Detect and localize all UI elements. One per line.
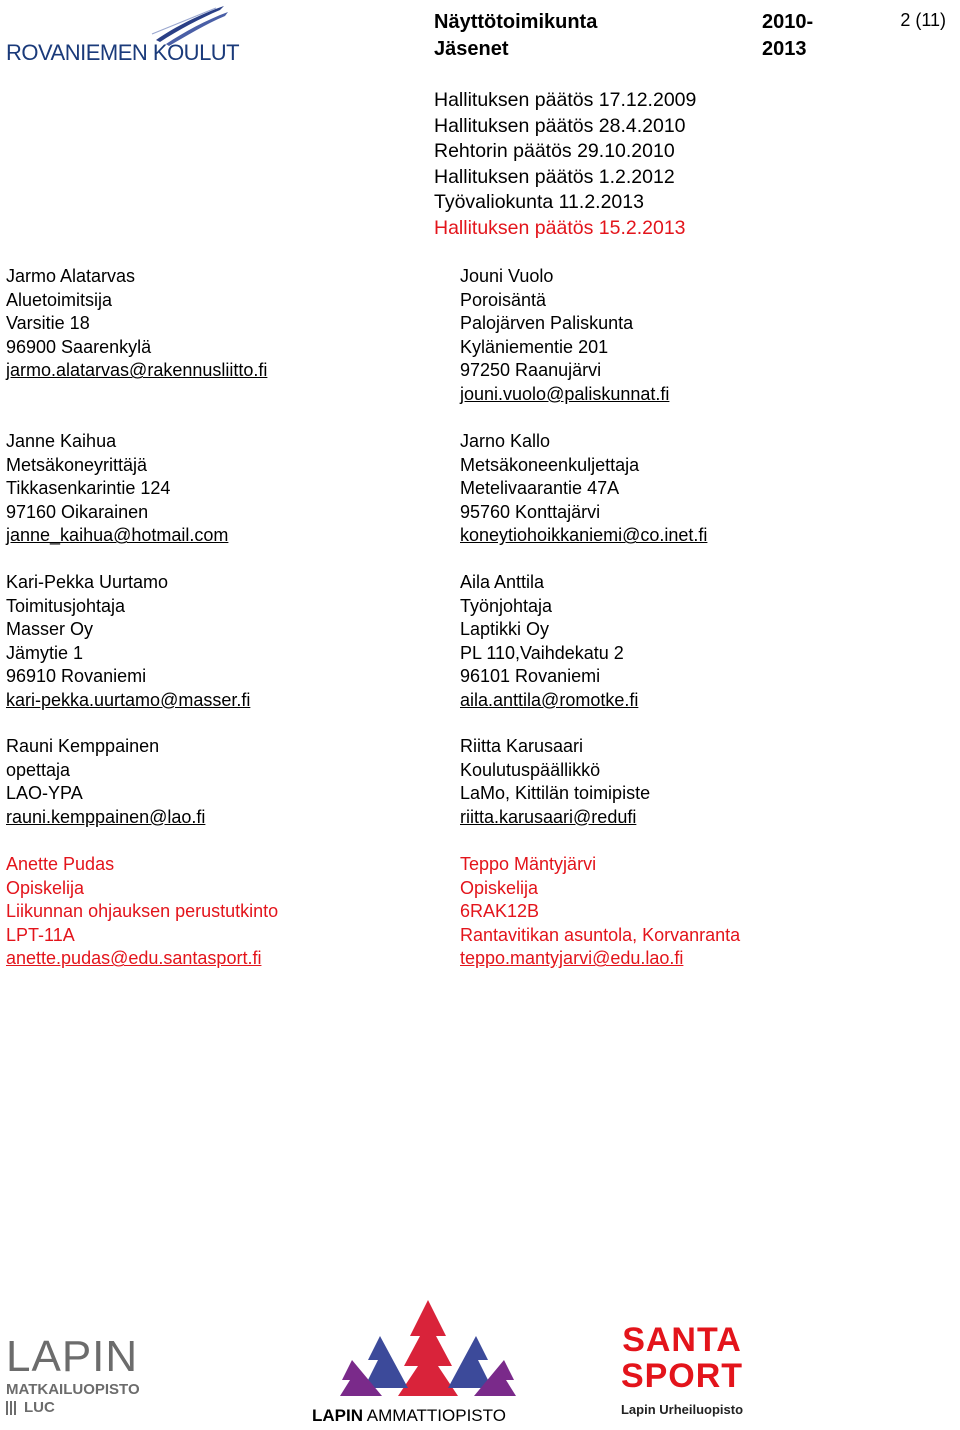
member-postal: 97160 Oikarainen [6,501,149,522]
member-title: Metsäkoneenkuljettaja [460,454,640,475]
member-email-link[interactable]: aila.anttila@romotke.fi [460,689,639,710]
logo-word1: LAPIN [312,1406,363,1425]
member-right-2 [460,430,707,548]
member-name: Teppo Mäntyjärvi [460,854,597,874]
member-email-link[interactable]: kari-pekka.uurtamo@masser.fi [6,689,251,710]
logo-line3: Lapin Urheiluopisto [620,1402,744,1417]
decision-list [434,88,696,241]
member-title: Toimitusjohtaja [6,595,126,616]
member-title: Koulutuspäällikkö [460,759,601,780]
member-title: Työnjohtaja [460,595,553,616]
member-postal: 96900 Saarenkylä [6,336,152,357]
member-name: Riitta Karusaari [460,736,584,756]
member-address: Tikkasenkarintie 124 [6,478,171,499]
flame-icon [312,1296,544,1406]
member-name: Kari-Pekka Uurtamo [6,572,169,592]
member-left-5 [6,853,278,971]
title-line2: Jäsenet [434,38,509,60]
member-email-link[interactable]: jouni.vuolo@paliskunnat.fi [460,383,670,404]
member-postal: 97250 Raanujärvi [460,360,602,381]
member-address: Varsitie 18 [6,313,90,334]
member-title: Aluetoimitsija [6,289,113,310]
member-program: Liikunnan ohjauksen perustutkinto [6,901,279,922]
member-left-3 [6,571,250,713]
member-left-2 [6,430,228,548]
member-address: Rantavitikan asuntola, Korvanranta [460,924,741,945]
decision-item: Rehtorin päätös 29.10.2010 [434,140,675,162]
decision-item: Hallituksen päätös 17.12.2009 [434,89,697,111]
member-company: Laptikki Oy [460,619,550,640]
member-group: LPT-11A [6,924,75,945]
logo-line2: MATKAILUOPISTO [6,1381,140,1398]
title-line1: Näyttötoimikunta [434,11,598,33]
document-title [434,9,597,63]
member-name: Jarno Kallo [460,431,551,451]
member-right-4 [460,735,650,829]
member-email-link[interactable]: rauni.kemppainen@lao.fi [6,806,206,827]
member-title: Metsäkoneyrittäjä [6,454,148,475]
decision-item-latest: Hallituksen päätös 15.2.2013 [434,216,686,239]
member-email-link[interactable]: jarmo.alatarvas@rakennusliitto.fi [6,360,268,381]
member-company: Masser Oy [6,619,94,640]
member-right-1 [460,265,669,407]
member-title: Opiskelija [6,877,85,898]
lapin-ammattiopisto-logo [312,1296,544,1426]
member-address: PL 110,Vaihdekatu 2 [460,642,624,663]
logo-word2: AMMATTIOPISTO [366,1406,506,1425]
member-title: opettaja [6,759,71,780]
page-number: 2 (11) [900,10,946,30]
logo-line1: LAPIN [6,1332,139,1381]
member-postal: 96101 Rovaniemi [460,666,601,687]
member-left-4 [6,735,205,829]
member-email-link[interactable]: riitta.karusaari@redufi [460,806,637,827]
rovaniemen-koulut-logo [6,4,246,65]
member-postal: 95760 Konttajärvi [460,501,601,522]
logo-bars [6,1401,18,1415]
document-years [762,9,813,63]
member-name: Jarmo Alatarvas [6,266,136,286]
member-address: Metelivaarantie 47A [460,478,620,499]
member-address: Jämytie 1 [6,642,84,663]
member-right-5 [460,853,740,971]
santa-sport-logo [612,1322,752,1424]
member-title: Poroisäntä [460,289,547,310]
member-postal: 96910 Rovaniemi [6,666,147,687]
member-name: Aila Anttila [460,572,545,592]
logo-text: ROVANIEMEN KOULUT [6,40,240,65]
member-right-3 [460,571,638,713]
member-left-1 [6,265,267,383]
member-name: Rauni Kemppainen [6,736,160,756]
member-name: Janne Kaihua [6,431,117,451]
decision-item: Hallituksen päätös 28.4.2010 [434,114,686,137]
decision-item: Hallituksen päätös 1.2.2012 [434,165,675,188]
member-organisation: LAO-YPA [6,783,83,804]
member-email-link[interactable]: teppo.mantyjarvi@edu.lao.fi [460,948,684,969]
logo-line3: LUC [24,1399,55,1416]
member-address: Kyläniementie 201 [460,336,609,357]
member-name: Jouni Vuolo [460,266,554,286]
years-line2: 2013 [762,38,807,60]
years-line1: 2010- [762,11,814,33]
member-email-link[interactable]: anette.pudas@edu.santasport.fi [6,948,262,969]
lapin-matkailuopisto-logo [6,1332,156,1421]
member-email-link[interactable]: koneytiohoikkaniemi@co.inet.fi [460,525,708,546]
member-organisation: Palojärven Paliskunta [460,313,634,334]
logo-text [312,1406,506,1426]
member-organisation: LaMo, Kittilän toimipiste [460,783,651,804]
member-group: 6RAK12B [460,901,540,922]
member-title: Opiskelija [460,877,539,898]
logo-line2: SPORT [620,1357,744,1395]
decision-item: Työvaliokunta 11.2.2013 [434,191,644,213]
member-name: Anette Pudas [6,854,115,874]
member-email-link[interactable]: janne_kaihua@hotmail.com [6,525,229,546]
logo-line1: SANTA [622,1321,742,1359]
